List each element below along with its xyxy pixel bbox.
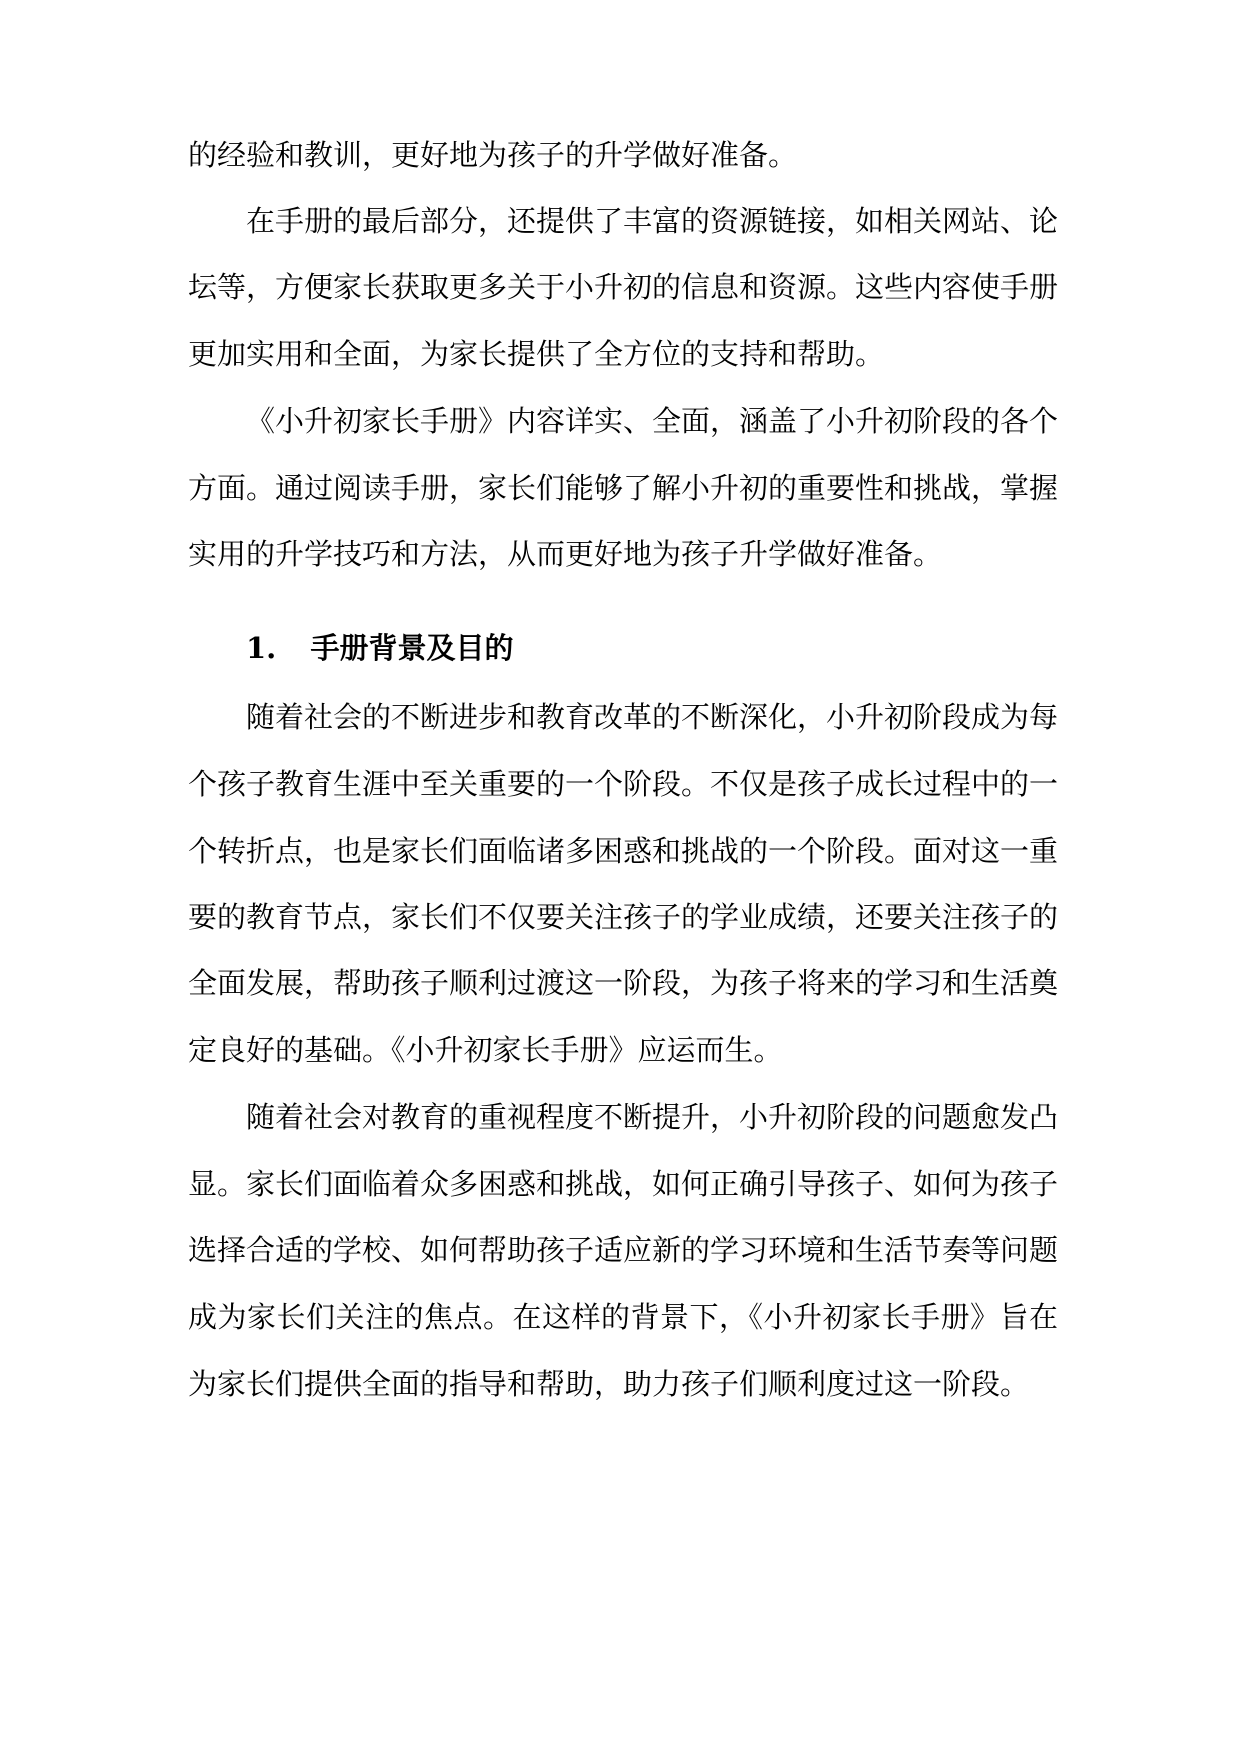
section-heading xyxy=(246,628,514,668)
paragraph-line: 更加实用和全面，为家长提供了全方位的支持和帮助。 xyxy=(188,337,885,371)
section-title: 手册背景及目的 xyxy=(310,631,514,665)
paragraph-line: 坛等，方便家长获取更多关于小升初的信息和资源。这些内容使手册 xyxy=(188,270,1059,304)
paragraph-line: 成为家长们关注的焦点。在这样的背景下，《小升初家长手册》旨在 xyxy=(188,1300,1058,1334)
paragraph-line: 的经验和教训，更好地为孩子的升学做好准备。 xyxy=(188,138,798,172)
paragraph-line: 在手册的最后部分，还提供了丰富的资源链接，如相关网站、论 xyxy=(246,204,1059,238)
paragraph-line: 《小升初家长手册》内容详实、全面，涵盖了小升初阶段的各个 xyxy=(246,404,1059,438)
paragraph-line: 全面发展，帮助孩子顺利过渡这一阶段，为孩子将来的学习和生活奠 xyxy=(188,966,1059,1000)
paragraph-line: 定良好的基础。《小升初家长手册》应运而生。 xyxy=(188,1033,783,1067)
section-number: 1. xyxy=(246,631,277,665)
paragraph-line: 方面。通过阅读手册，家长们能够了解小升初的重要性和挑战，掌握 xyxy=(188,471,1059,505)
paragraph-line: 随着社会对教育的重视程度不断提升，小升初阶段的问题愈发凸 xyxy=(246,1100,1059,1134)
paragraph-line: 个转折点，也是家长们面临诸多困惑和挑战的一个阶段。面对这一重 xyxy=(188,834,1059,868)
paragraph-line: 实用的升学技巧和方法，从而更好地为孩子升学做好准备。 xyxy=(188,537,943,571)
paragraph-line: 为家长们提供全面的指导和帮助，助力孩子们顺利度过这一阶段。 xyxy=(188,1367,1030,1401)
paragraph-line: 显。家长们面临着众多困惑和挑战，如何正确引导孩子、如何为孩子 xyxy=(188,1167,1059,1201)
paragraph-line: 个孩子教育生涯中至关重要的一个阶段。不仅是孩子成长过程中的一 xyxy=(188,767,1059,801)
paragraph-line: 选择合适的学校、如何帮助孩子适应新的学习环境和生活节奏等问题 xyxy=(188,1233,1059,1267)
paragraph-line: 要的教育节点，家长们不仅要关注孩子的学业成绩，还要关注孩子的 xyxy=(188,900,1059,934)
paragraph-line: 随着社会的不断进步和教育改革的不断深化，小升初阶段成为每 xyxy=(246,700,1059,734)
